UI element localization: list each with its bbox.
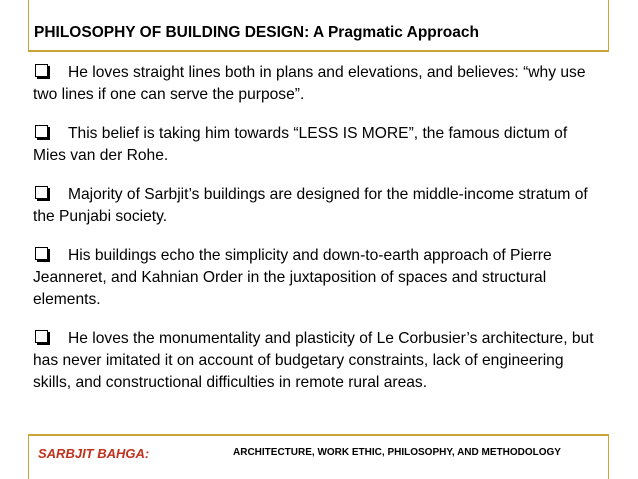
bullet-text: His buildings echo the simplicity and down-to-earth approach of Pierre Jeanneret, and Kahnian Order in the juxtaposition of spaces and structural elements.: [33, 247, 552, 308]
frame-line-top-left: [28, 0, 29, 52]
bullet-text: He loves straight lines both in plans and elevations, and believes: “why use two lines if one can serve the purpose”.: [33, 64, 586, 103]
bullet-item: [33, 123, 603, 167]
bullet-list: [33, 62, 603, 411]
bullet-text: This belief is taking him towards “LESS IS MORE”, the famous dictum of Mies van der Rohe.: [33, 125, 568, 164]
frame-line-top-right: [608, 0, 609, 52]
checkbox-bullet-icon: [35, 330, 48, 343]
footer-subtitle: ARCHITECTURE, WORK ETHIC, PHILOSOPHY, AND METHODOLOGY: [233, 447, 561, 458]
bullet-item: [33, 184, 603, 228]
bullet-text: Majority of Sarbjit’s buildings are designed for the middle-income stratum of the Punjabi society.: [33, 186, 588, 225]
footer-rule: [29, 434, 609, 436]
bullet-item: [33, 62, 603, 106]
frame-line-bottom-right: [608, 434, 609, 479]
bullet-item: [33, 245, 603, 311]
checkbox-bullet-icon: [35, 64, 48, 77]
title-rule: [29, 50, 609, 52]
frame-line-bottom-left: [28, 434, 29, 479]
slide-title: PHILOSOPHY OF BUILDING DESIGN: A Pragmatic Approach: [34, 24, 479, 41]
checkbox-bullet-icon: [35, 186, 48, 199]
footer-author: SARBJIT BAHGA:: [38, 446, 150, 461]
bullet-text: He loves the monumentality and plasticity of Le Corbusier’s architecture, but has never imitated it on account of budgetary constraints, lack of engineering skills, and constructional difficulties in remote rural areas.: [33, 330, 594, 391]
checkbox-bullet-icon: [35, 247, 48, 260]
bullet-item: [33, 328, 603, 394]
checkbox-bullet-icon: [35, 125, 48, 138]
